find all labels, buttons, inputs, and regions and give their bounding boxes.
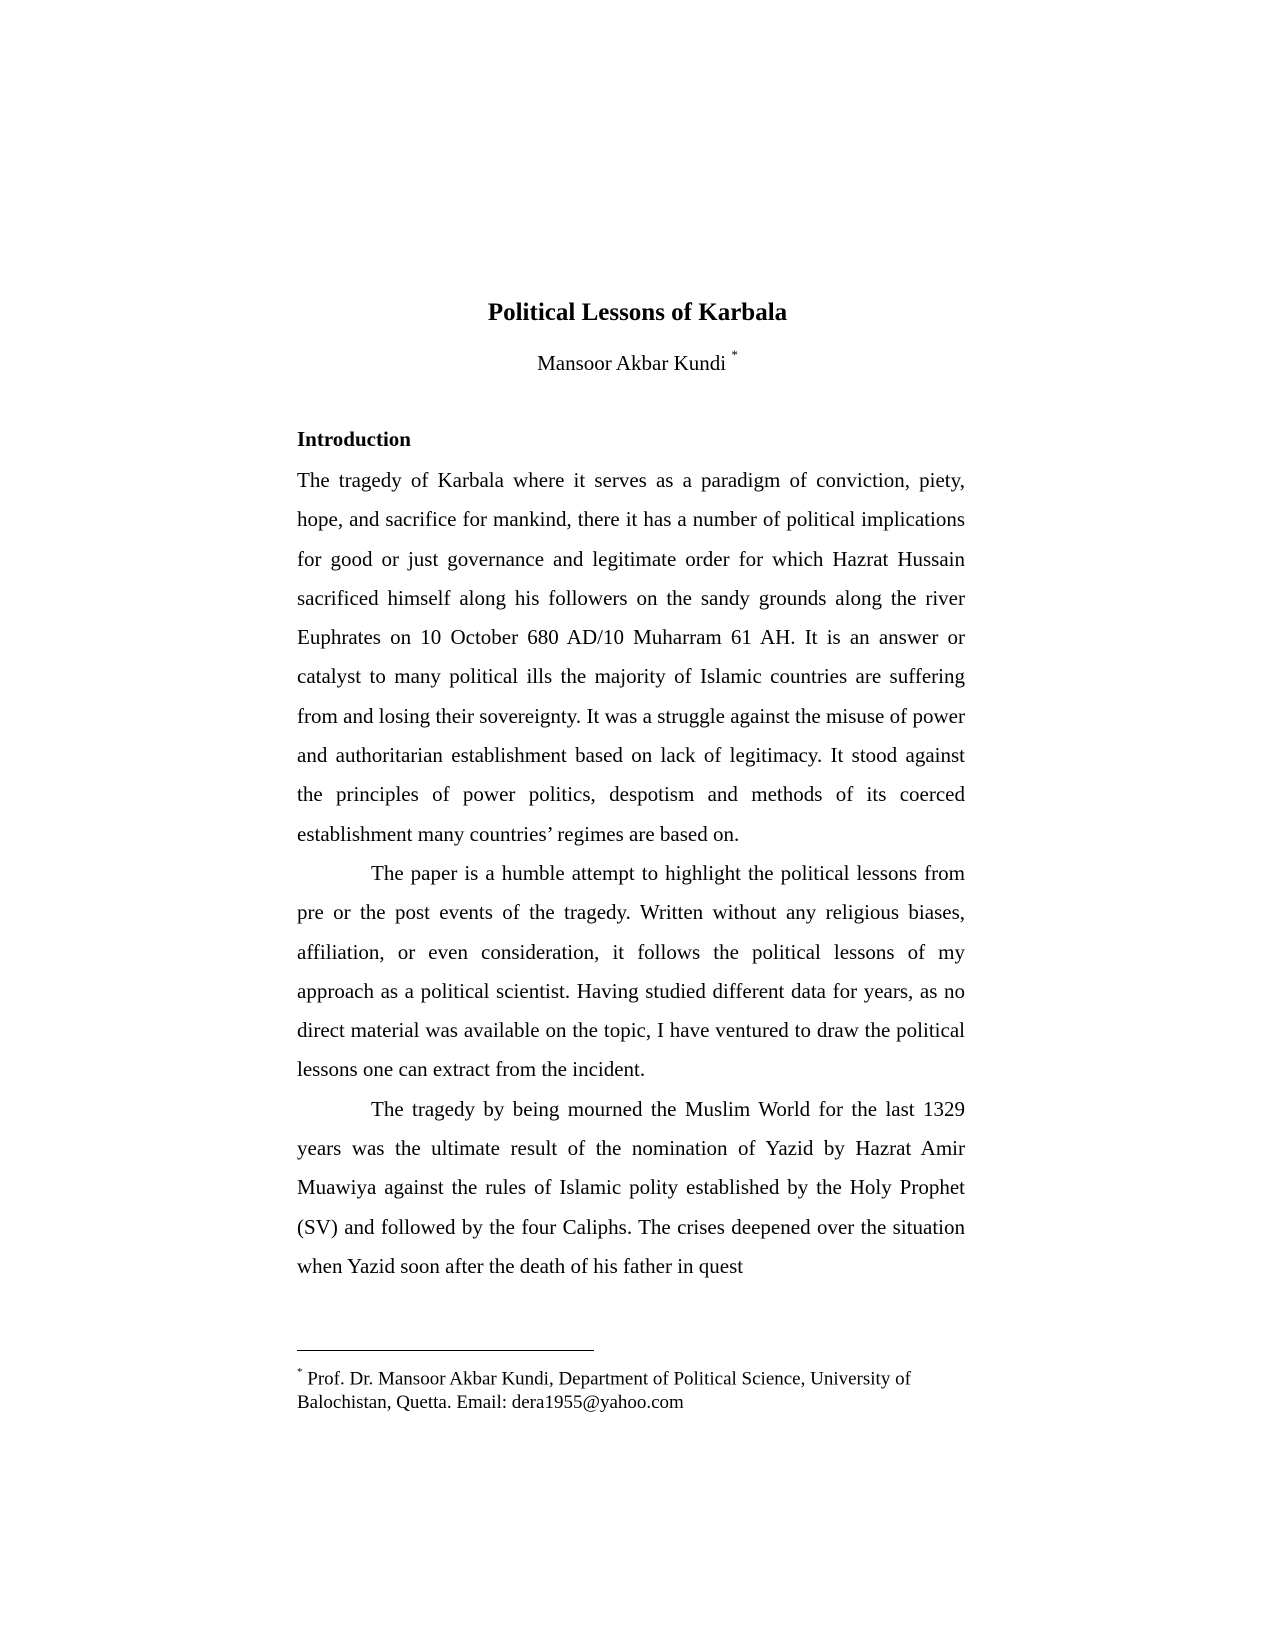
footnote-rule (297, 1350, 594, 1351)
footnote (297, 1362, 965, 1415)
author-footnote-mark: * (731, 347, 738, 362)
footnote-text: Prof. Dr. Mansoor Akbar Kundi, Department of Political Science, University of Balochistan, Quetta. Email: dera1955@yahoo.com (297, 1368, 911, 1414)
footnote-mark: * (297, 1366, 303, 1378)
paragraph: The paper is a humble attempt to highlight the political lessons from pre or the post events of the tragedy. Written without any religious biases, affiliation, or even consideration, it follows the political lessons of my approach as a political scientist. Having studied different data for years, as no direct material was available on the topic, I have ventured to draw the political lessons one can extract from the incident. (297, 860, 965, 1082)
author-name: Mansoor Akbar Kundi (537, 351, 727, 375)
section-heading: Introduction (297, 427, 411, 451)
paragraph: The tragedy by being mourned the Muslim World for the last 1329 years was the ultimate result of the nomination of Yazid by Hazrat Amir Muawiya against the rules of Islamic polity established by the Holy Prophet (SV) and followed by the four Caliphs. The crises deepened over the situation when Yazid soon after the death of his father in quest (297, 1096, 965, 1278)
paper-body (297, 461, 965, 1286)
paragraph: The tragedy of Karbala where it serves as a paradigm of conviction, piety, hope, and sacrifice for mankind, there it has a number of political implications for good or just governance and legitimate order for which Hazrat Hussain sacrificed himself along his followers on the sandy grounds along the river Euphrates on 10 October 680 AD/10 Muharram 61 AH. It is an answer or catalyst to many political ills the majority of Islamic countries are suffering from and losing their sovereignty. It was a struggle against the misuse of power and authoritarian establishment based on lack of legitimacy. It stood against the principles of power politics, despotism and methods of its coerced establishment many countries’ regimes are based on. (297, 468, 965, 846)
paper-title: Political Lessons of Karbala (487, 299, 788, 326)
author-line (0, 344, 1275, 377)
